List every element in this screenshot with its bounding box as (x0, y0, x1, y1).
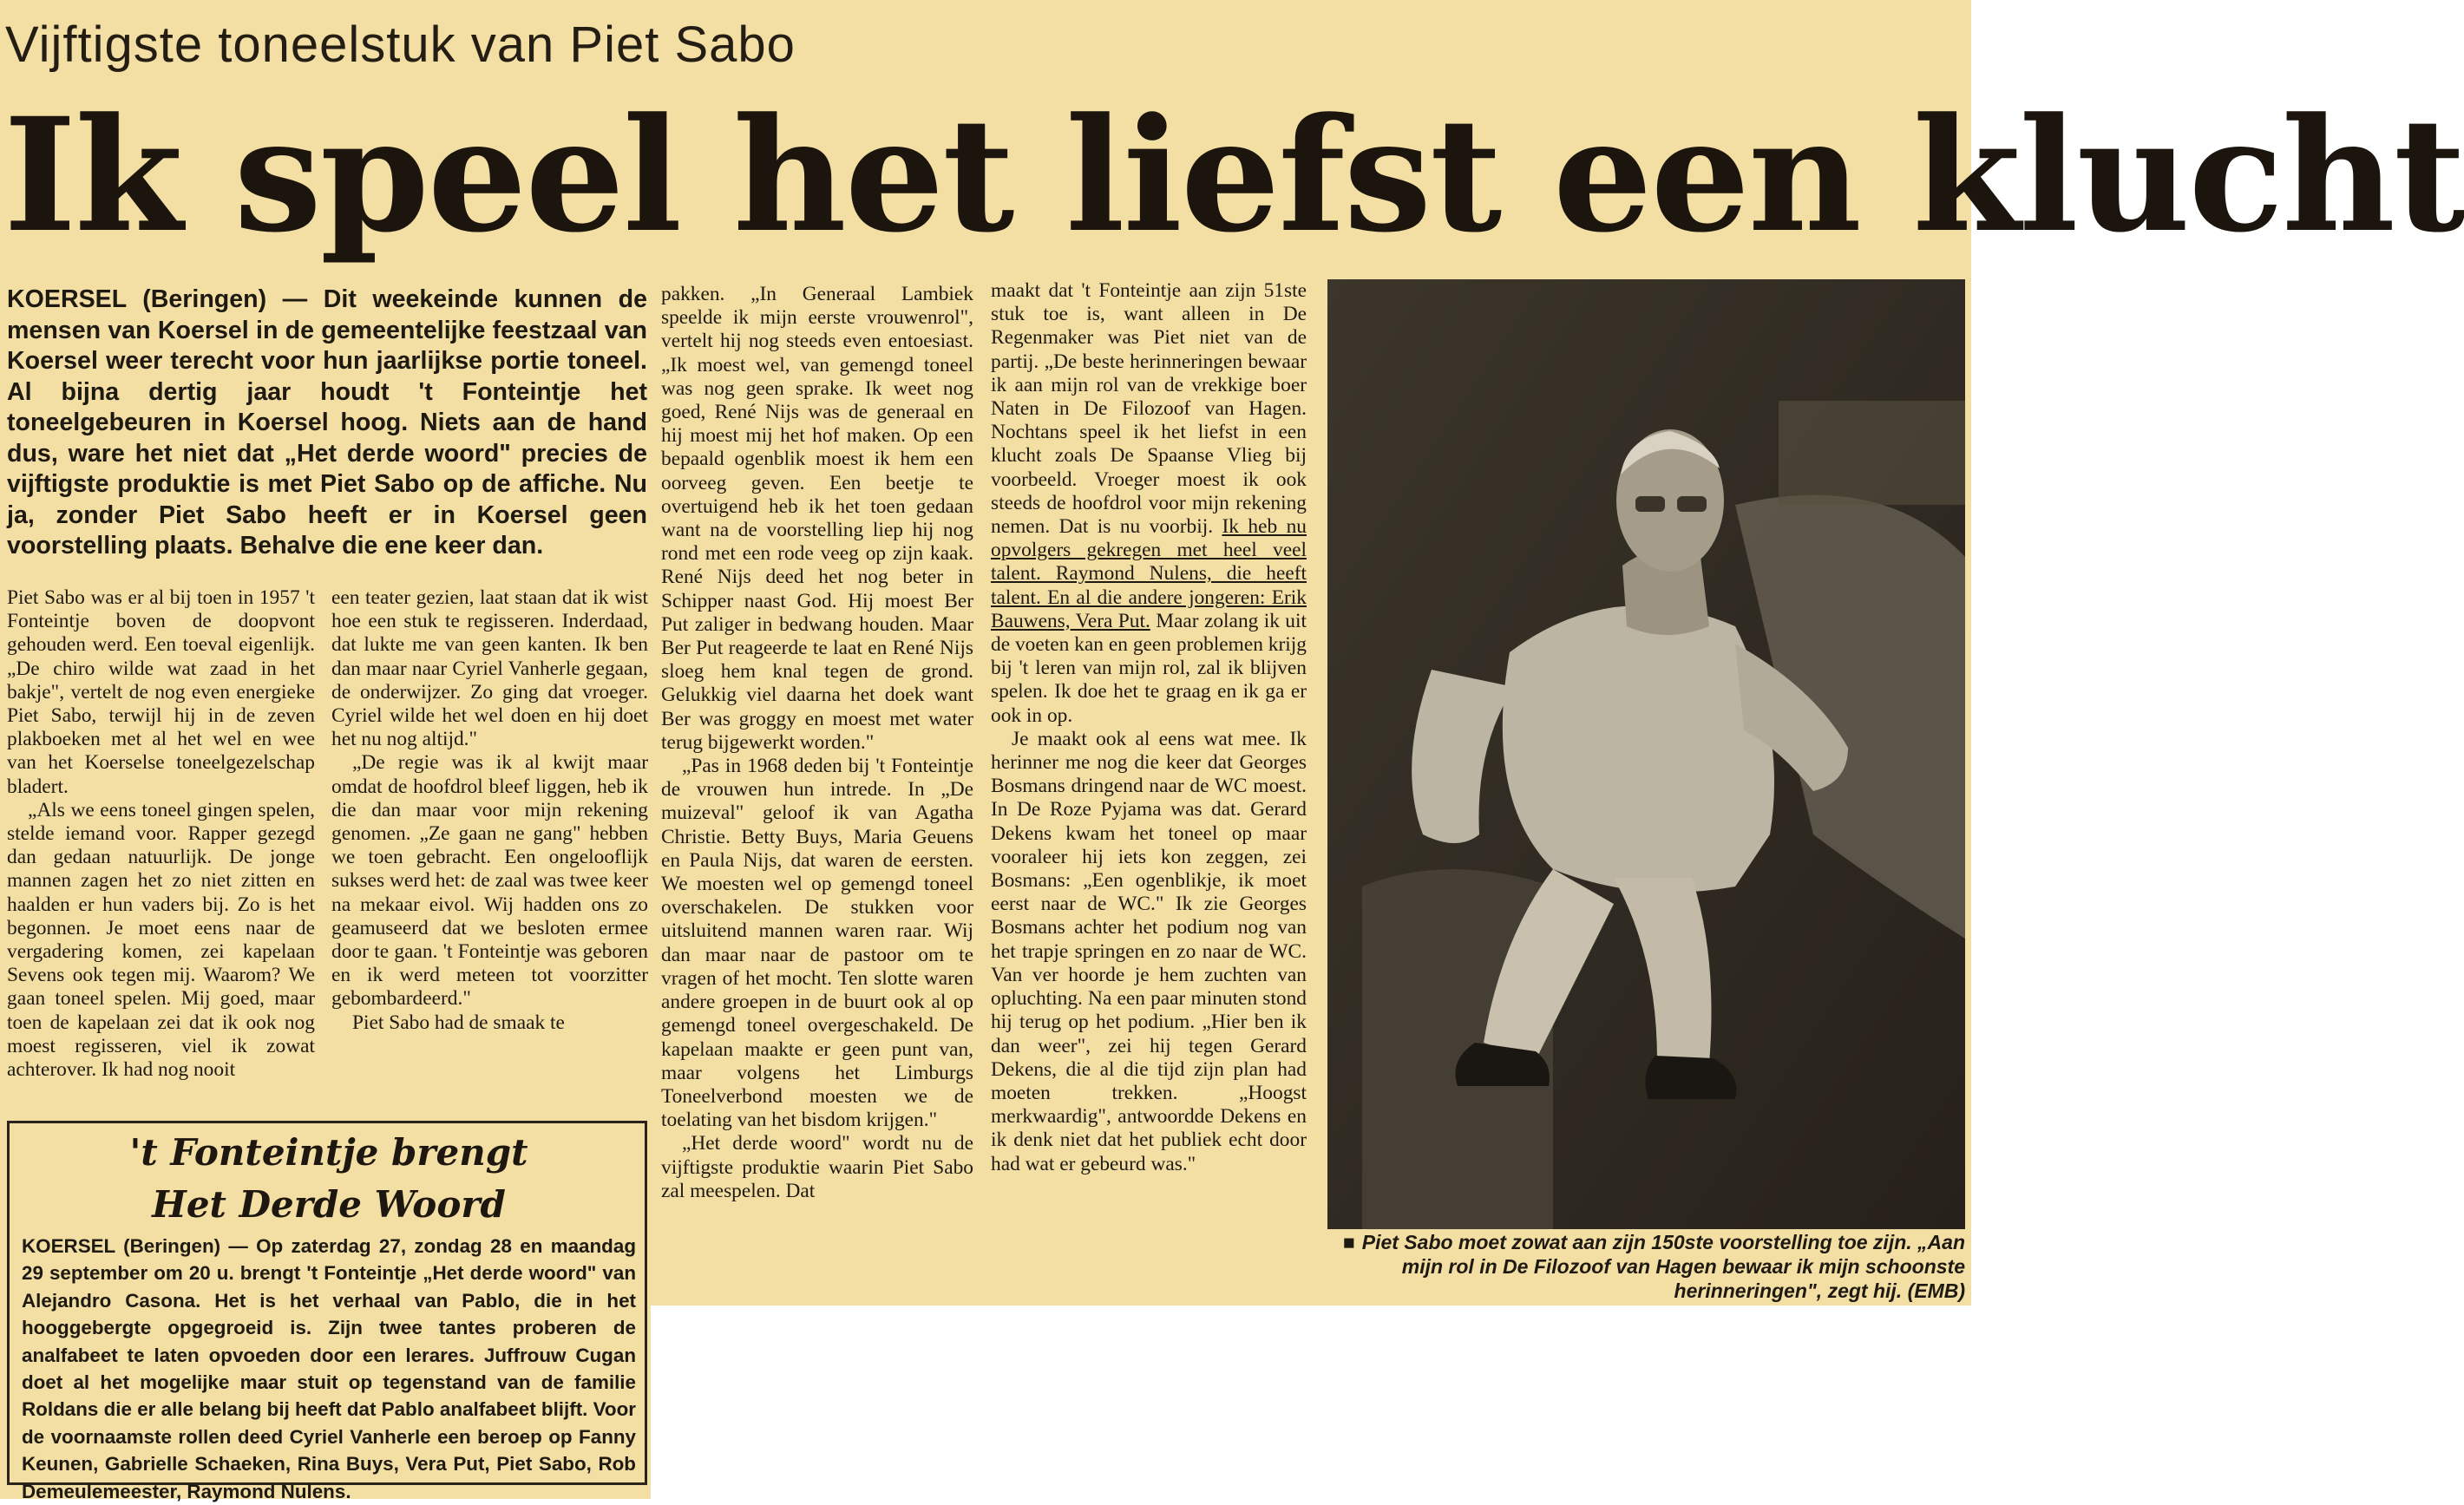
portrait-photo (1327, 279, 1965, 1229)
paragraph: Je maakt ook al eens wat mee. Ik herinner me nog die keer dat Georges Bosmans dringend naar de WC moest. In De Roze Pyjama was dat. Gerard Dekens kwam het toneel op maar vooraleer hij iets kon zeggen, zei Bosmans: „Een ogenblikje, ik moet eerst naar de WC." Ik zie Georges Bosmans achter het podium nog van het trapje springen en zo naar de WC. Van ver hoorde je hem zuchten van opluchting. Na een paar minuten stond hij terug op het podium. „Hier ben ik dan weer", zei hij tegen Gerard Dekens, die al die tijd zijn plan had moeten trekken. „Hoogst merkwaardig", antwoordde Dekens en ik denk niet dat het publiek echt door had wat er gebeurd was." (991, 727, 1307, 1175)
paragraph: een teater gezien, laat staan dat ik wist hoe een stuk te regisseren. Inderdaad, dat lukte me van geen kanten. Ik ben dan maar naar Cyriel Vanherle gegaan, de onderwijzer. Zo ging dat vroeger. Cyriel wilde het wel doen en hij doet het nu nog altijd." (331, 586, 648, 751)
paragraph: Piet Sabo had de smaak te (352, 1011, 565, 1034)
kicker-line: Vijftigste toneelstuk van Piet Sabo (5, 16, 796, 73)
paragraph: Piet Sabo was er al bij toen in 1957 't Fonteintje boven de doopvont gehouden werd. Een toeval eigenlijk. „De chiro wilde wat zaad in het bakje", vertelt de nog even energieke Piet Sabo, terwijl hij in de zeven plakboeken met al het wel en wee van het Koerselse toneelgezelschap bladert. (7, 586, 315, 798)
lead-paragraph: KOERSEL (Beringen) — Dit weekeinde kunnen de mensen van Koersel in de gemeentelijke feestzaal van Koersel weer terecht voor hun jaarlijkse portie toneel. Al bijna dertig jaar houdt 't Fonteintje het toneelgebeuren in Koersel hoog. Niets aan de hand dus, ware het niet dat „Het derde woord" precies de vijftigste produktie is met Piet Sabo op de affiche. Nu ja, zonder Piet Sabo heeft er in Koersel geen voorstelling plaats. Behalve die ene keer dan. (7, 285, 647, 559)
paragraph-text: Maar zolang ik uit de voeten kan en geen problemen krijg bij 't leren van mijn rol, zal ik blijven spelen. Ik doe het te graag en ik ga er ook in op. (991, 609, 1307, 727)
sidebar-title-line-2: Het Derde Woord (152, 1183, 506, 1226)
paragraph-text: maakt dat 't Fonteintje aan zijn 51ste stuk toe is, want alleen in De Regenmaker was Piet niet van de partij. „De beste herinneringen bewaar ik aan mijn rol van de vrekkige boer Naten in De Filozoof van Hagen. Nochtans speel ik het liefst in een klucht zoals De Spaanse Vlieg bij voorbeeld. Vroeger moest ik ook steeds de hoofdrol voor mijn rekening nemen. Dat is nu voorbij. (991, 279, 1307, 539)
sidebar-title-line-1: 't Fonteintje brengt (129, 1131, 528, 1174)
paragraph: pakken. „In Generaal Lambiek speelde ik mijn eerste vrouwenrol", vertelt hij nog steeds even entoesiast. „Ik moest wel, van gemengd toneel was nog geen sprake. Ik weet nog goed, René Nijs was de generaal en hij moest mij het hof maken. Op een bepaald ogenblik moest ik hem een oorveeg geven. Een beetje te overtuigend heb ik het toen gedaan want na de voorstelling liep hij nog rond met een rode veeg op zijn kaak. René Nijs deed het nog beter in Schipper naast God. Hij moest Ber Put zaliger in bedwang houden. Maar Ber Put reageerde te laat en René Nijs sloeg hem knal tegen de grond. Gelukkig viel daarna het doek want Ber was groggy en moest met water terug bijgewerkt worden." (661, 283, 973, 754)
paragraph: „Als we eens toneel gingen spelen, stelde iemand voor. Rapper gezegd dan gedaan natuurlijk. De jonge mannen zagen het zo niet zitten en haalden er hun vaders bij. Zo is het begonnen. Je moet eens naar de vergadering komen, zei kapelaan Sevens ook tegen mij. Waarom? We gaan toneel spelen. Mij goed, maar toen de kapelaan zei dat ik ook nog moest regisseren, viel ik zowat achterover. Ik had nog nooit (7, 798, 315, 1082)
portrait-illustration (1327, 279, 1965, 1229)
paragraph: „Het derde woord" wordt nu de vijftigste produktie waarin Piet Sabo zal meespelen. Dat (661, 1132, 973, 1202)
article-column-3 (661, 283, 973, 1315)
paragraph: „Pas in 1968 deden bij 't Fonteintje de vrouwen hun intrede. In „De muizeval" geloof ik van Agatha Christie. Betty Buys, Maria Geuens en Paula Nijs, dat waren de eersten. We moesten wel op gemengd toneel overschakelen. De stukken voor uitsluitend mannen waren raar. Wij dan maar naar de pastoor om te vragen of het mocht. Ten slotte waren andere groepen in de buurt ook al op gemengd toneel overgeschakeld. De kapelaan maakte er geen punt van, maar volgens het Limburgs Toneelverbond moesten we de toelating van het bisdom krijgen." (661, 755, 973, 1132)
sidebar-box (7, 1121, 647, 1502)
article-column-1 (7, 586, 315, 1107)
underlined-quote: Ik heb nu opvolgers gekregen met heel veel talent. Raymond Nulens, die heeft talent. En al die andere jongeren: Erik Bauwens, Vera Put. (991, 515, 1307, 632)
article-column-4 (991, 279, 1307, 1312)
blank-area (651, 1305, 1971, 1499)
headline: Ik speel het liefst een klucht (3, 84, 2464, 267)
paragraph: „De regie was ik al kwijt maar omdat de hoofdrol bleef liggen, heb ik die dan maar voor mijn rekening genomen. „Ze gaan ne gang" hebben we toen gebracht. Een ongelooflijk sukses werd het: de zaal was twee keer na mekaar eivol. Wij hadden ons zo geamuseerd dat we besloten ermee door te gaan. 't Fonteintje was geboren en ik werd meteen tot voorzitter gebombardeerd." (331, 751, 648, 1011)
caption-text: Piet Sabo moet zowat aan zijn 150ste voorstelling toe zijn. „Aan mijn rol in De Filozoof van Hagen bewaar ik mijn schoonste herinneringen", zegt hij. (EMB) (1361, 1231, 1965, 1302)
caption-square-icon: ■ (1342, 1231, 1355, 1253)
article-column-2 (331, 586, 648, 1107)
paragraph (991, 279, 1307, 728)
sidebar-body: KOERSEL (Beringen) — Op zaterdag 27, zondag 28 en maandag 29 september om 20 u. brengt 't Fonteintje „Het derde woord" van Alejandro Casona. Het is het verhaal van Pablo, die in het hooggebergte opgegroeid is. Zijn twee tantes proberen de analfabeet te laten opvoeden door een lerares. Juffrouw Cugan doet al het mogelijke maar stuit op tegenstand van de familie Roldans die er alle belang bij heeft dat Pablo analfabeet blijft. Voor de voornaamste rollen deed Cyriel Vanherle een beroep op Fanny Keunen, Gabrielle Schaeken, Rina Buys, Vera Put, Piet Sabo, Rob Demeulemeester, Raymond Nulens. (22, 1235, 636, 1502)
photo-caption (1327, 1230, 1965, 1303)
